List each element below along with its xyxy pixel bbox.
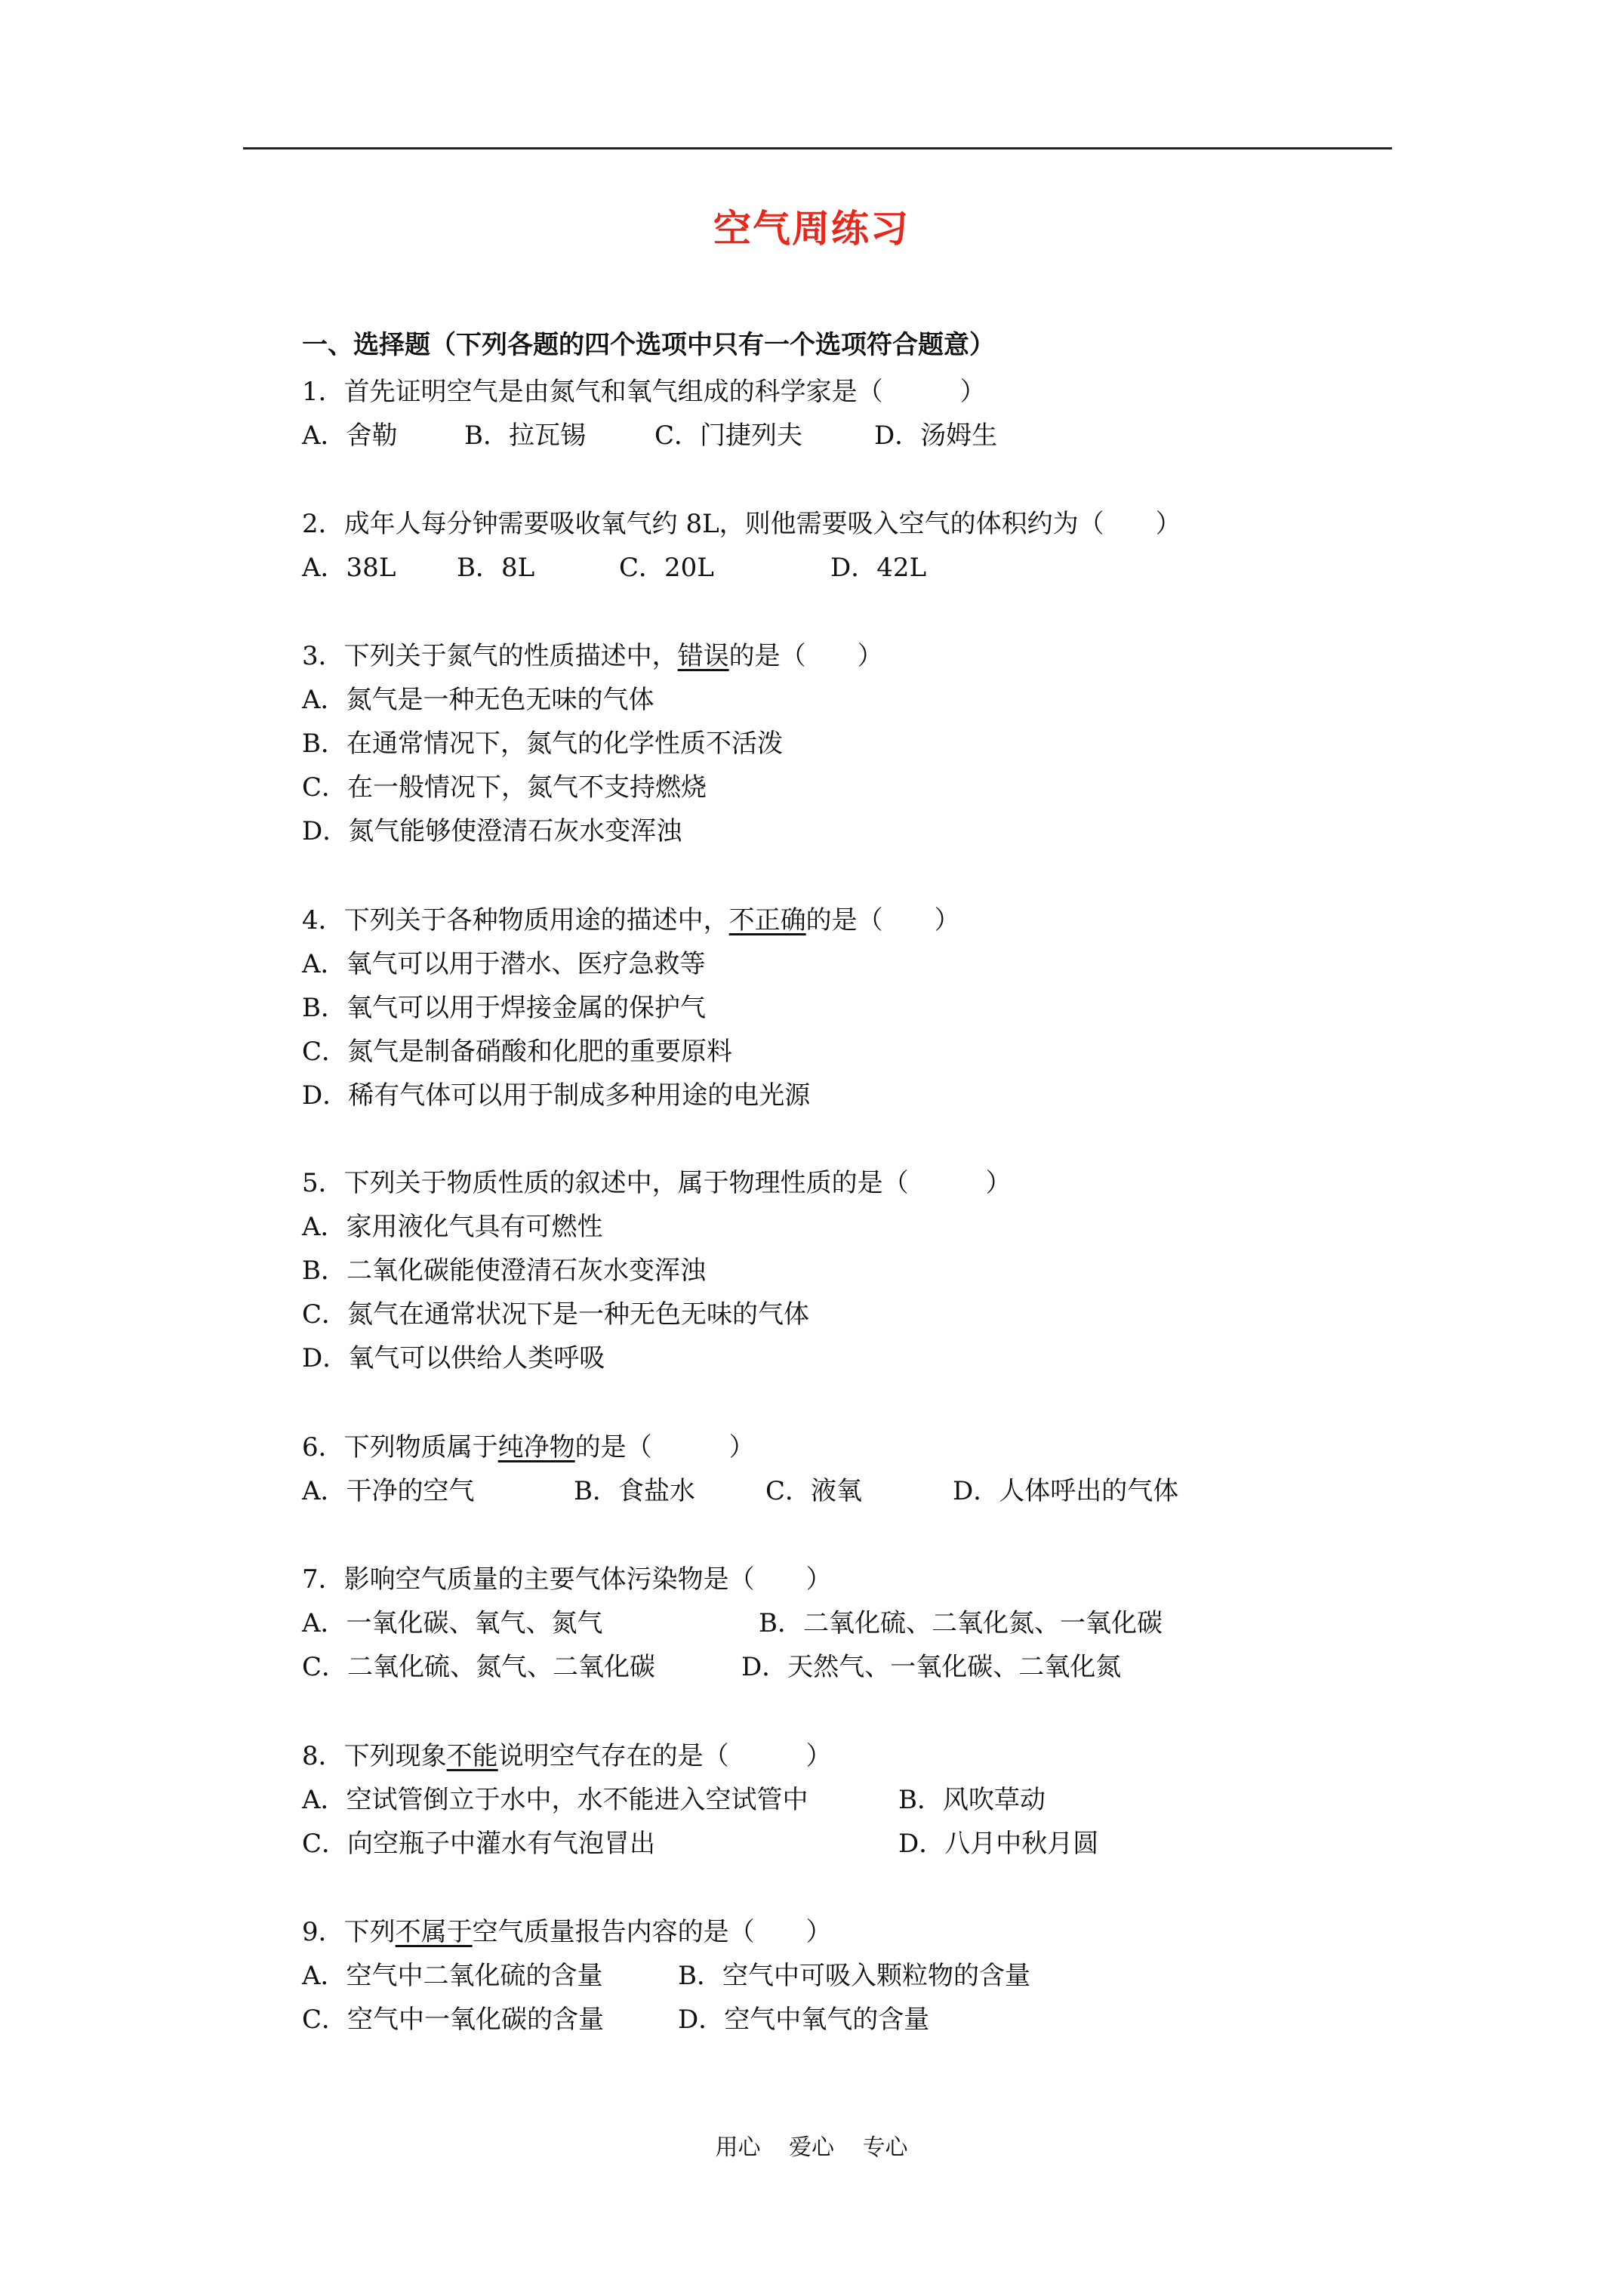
emphasis-underline: 纯净物 [497, 1432, 575, 1462]
question-stem: 2．成年人每分钟需要吸收氧气约 8L，则他需要吸入空气的体积约为（ ） [302, 509, 1181, 539]
option-c: C．二氧化硫、氮气、二氧化碳 [302, 1652, 656, 1682]
option-d: D．稀有气体可以用于制成多种用途的电光源 [302, 1080, 811, 1111]
question-stem: 1．首先证明空气是由氮气和氧气组成的科学家是（ ） [302, 377, 986, 407]
option-c: C．20L [619, 553, 714, 583]
question-3 [302, 634, 1434, 853]
option-b: B．在通常情况下，氮气的化学性质不活泼 [302, 729, 783, 759]
option-row [302, 1822, 1434, 1866]
emphasis-underline: 不正确 [728, 905, 806, 935]
option-a: A．空试管倒立于水中，水不能进入空试管中 [302, 1785, 808, 1815]
page-footer [0, 2134, 1623, 2161]
option-a: A．空气中二氧化硫的含量 [302, 1961, 603, 1991]
question-stem [302, 634, 1434, 678]
stem-text: 说明空气存在的是（ ） [497, 1741, 832, 1771]
question-stem: 7．影响空气质量的主要气体污染物是（ ） [302, 1564, 832, 1595]
option-a: A．舍勒 [302, 421, 398, 451]
option-c: C．门捷列夫 [654, 421, 803, 451]
option-row [302, 1601, 1434, 1645]
option-c: C．在一般情况下，氮气不支持燃烧 [302, 772, 707, 803]
stem-text: 3．下列关于氮气的性质描述中， [302, 641, 678, 671]
question-6 [302, 1425, 1434, 1513]
footer-text: 用心 [715, 2134, 761, 2161]
option-a: A．氮气是一种无色无味的气体 [302, 685, 654, 715]
option-d: D．氮气能够使澄清石灰水变浑浊 [302, 816, 682, 846]
option-row [302, 1645, 1434, 1689]
question-9 [302, 1910, 1434, 2042]
stem-text: 的是（ ） [728, 641, 883, 671]
stem-text: 6．下列物质属于 [302, 1432, 498, 1462]
option-b: B．8L [457, 553, 535, 583]
option-c: C．向空瓶子中灌水有气泡冒出 [302, 1829, 656, 1859]
option-a: A．一氧化碳、氧气、氮气 [302, 1608, 603, 1638]
option-d: D．八月中秋月圆 [898, 1829, 1099, 1859]
stem-text: 的是（ ） [805, 905, 960, 935]
option-c: C．氮气是制备硝酸和化肥的重要原料 [302, 1037, 733, 1067]
option-d: D．人体呼出的气体 [953, 1476, 1179, 1506]
emphasis-underline: 错误 [677, 641, 729, 671]
option-d: D．42L [830, 553, 927, 583]
option-d: D．氧气可以供给人类呼吸 [302, 1343, 605, 1373]
option-d: D．汤姆生 [874, 421, 998, 451]
option-c: C．液氧 [765, 1476, 863, 1506]
page-title: 空气周练习 [713, 206, 910, 251]
option-c: C．氮气在通常状况下是一种无色无味的气体 [302, 1299, 810, 1330]
option-row [302, 414, 1434, 458]
question-4 [302, 898, 1434, 1117]
header-rule [243, 147, 1392, 149]
option-b: B．拉瓦锡 [464, 421, 586, 451]
option-c: C．空气中一氧化碳的含量 [302, 2005, 605, 2035]
question-8 [302, 1734, 1434, 1866]
option-b: B．氧气可以用于焊接金属的保护气 [302, 993, 706, 1023]
footer-text: 爱心 [789, 2134, 834, 2161]
question-5 [302, 1161, 1434, 1380]
option-row [302, 1998, 1434, 2042]
option-b: B．空气中可吸入颗粒物的含量 [678, 1961, 1030, 1991]
question-stem: 5．下列关于物质性质的叙述中，属于物理性质的是（ ） [302, 1168, 1012, 1198]
stem-text: 8．下列现象 [302, 1741, 447, 1771]
option-a: A．38L [302, 553, 396, 583]
option-b: B．风吹草动 [898, 1785, 1046, 1815]
option-b: B．二氧化碳能使澄清石灰水变浑浊 [302, 1256, 706, 1286]
stem-text: 空气质量报告内容的是（ ） [472, 1917, 832, 1947]
option-d: D．空气中氧气的含量 [678, 2005, 930, 2035]
question-stem [302, 1734, 1434, 1778]
footer-text: 专心 [862, 2134, 908, 2161]
question-2 [302, 502, 1434, 590]
option-a: A．家用液化气具有可燃性 [302, 1212, 603, 1242]
question-stem [302, 1425, 1434, 1469]
option-a: A．干净的空气 [302, 1476, 475, 1506]
question-1 [302, 370, 1434, 458]
option-a: A．氧气可以用于潜水、医疗急救等 [302, 949, 706, 979]
question-7 [302, 1558, 1434, 1689]
option-row [302, 1778, 1434, 1822]
option-row [302, 1469, 1434, 1513]
section-heading: 一、选择题（下列各题的四个选项中只有一个选项符合题意） [302, 330, 995, 360]
option-b: B．二氧化硫、二氧化氮、一氧化碳 [759, 1608, 1163, 1638]
emphasis-underline: 不能 [446, 1741, 498, 1771]
stem-text: 9．下列 [302, 1917, 396, 1947]
stem-text: 的是（ ） [574, 1432, 755, 1462]
option-row [302, 546, 1434, 590]
stem-text: 4．下列关于各种物质用途的描述中， [302, 905, 729, 935]
option-row [302, 1954, 1434, 1998]
emphasis-underline: 不属于 [395, 1917, 473, 1947]
question-stem [302, 1910, 1434, 1954]
option-d: D．天然气、一氧化碳、二氧化氮 [741, 1652, 1122, 1682]
question-stem [302, 898, 1434, 942]
option-b: B．食盐水 [574, 1476, 695, 1506]
